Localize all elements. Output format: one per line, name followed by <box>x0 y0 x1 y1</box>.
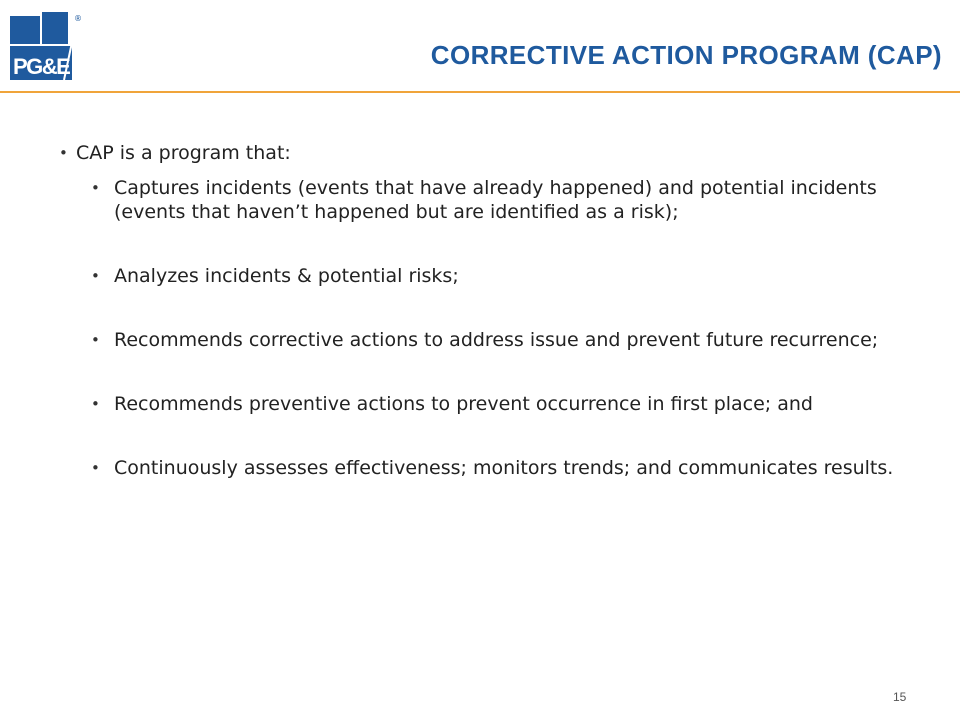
pge-logo <box>8 10 88 84</box>
logo-block-top-left <box>10 16 40 44</box>
sub-bullet-item <box>86 456 926 480</box>
sub-bullet-item <box>86 176 926 224</box>
bullet-marker: • <box>91 179 100 197</box>
bullet-marker: • <box>91 395 100 413</box>
sub-bullet-text: Continuously assesses effectiveness; monitors trends; and communicates results. <box>114 457 894 479</box>
title-divider <box>0 91 960 93</box>
sub-bullet-item <box>86 264 926 288</box>
bullet-marker: • <box>91 331 100 349</box>
sub-bullet-text: Recommends corrective actions to address issue and prevent future recurrence; <box>114 329 879 351</box>
slide-title: CORRECTIVE ACTION PROGRAM (CAP) <box>430 40 942 70</box>
sub-bullet-list <box>86 176 926 480</box>
logo-text: PG&E <box>13 54 70 79</box>
registered-mark: ® <box>74 14 82 23</box>
sub-bullet-text: Analyzes incidents & potential risks; <box>114 265 459 287</box>
bullet-content <box>56 141 926 520</box>
sub-bullet-text: Recommends preventive actions to prevent occurrence in first place; and <box>114 393 813 415</box>
logo-block-top-right <box>42 12 68 44</box>
main-bullet <box>56 141 926 165</box>
bullet-marker: • <box>91 267 100 285</box>
sub-bullet-item <box>86 392 926 416</box>
bullet-marker: • <box>91 459 100 477</box>
bullet-marker: • <box>59 144 68 162</box>
main-bullet-text: CAP is a program that: <box>76 142 291 164</box>
sub-bullet-item <box>86 328 926 352</box>
page-number: 15 <box>893 690 907 704</box>
sub-bullet-text: Captures incidents (events that have already happened) and potential incidents (events that haven’t happened but are identified as a risk); <box>114 177 877 223</box>
